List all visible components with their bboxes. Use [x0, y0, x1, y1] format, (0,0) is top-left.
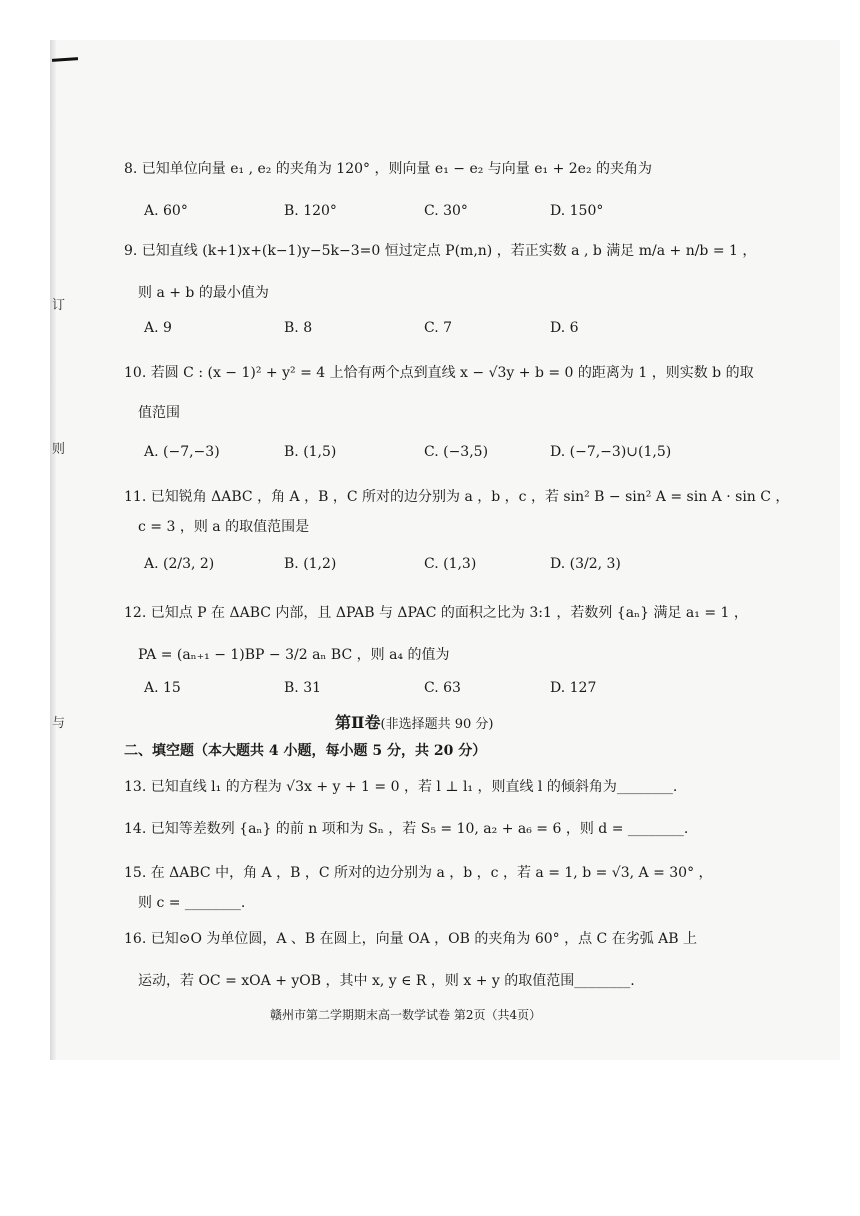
- question-11-text-cont: c = 3 ，则 a 的取值范围是: [138, 519, 310, 535]
- binding-margin-char: 则: [52, 442, 66, 457]
- question-13-text: 13. 已知直线 l₁ 的方程为 √3x + y + 1 = 0 ，若 l ⊥ l₁ ，则直线 l 的倾斜角为________.: [124, 779, 678, 795]
- question-16-text: 16. 已知⊙O 为单位圆，A 、B 在圆上，向量 OA ，OB 的夹角为 60° ，点 C 在劣弧 AB 上: [124, 931, 698, 947]
- section-ii-label: 第Ⅱ卷: [335, 713, 381, 732]
- q10-option-c: C. (−3,5): [424, 444, 489, 460]
- binding-margin-char: 订: [52, 298, 66, 313]
- q8-option-b: B. 120°: [284, 203, 337, 219]
- fill-in-heading: 二、填空题（本大题共 4 小题，每小题 5 分，共 20 分）: [124, 743, 487, 759]
- question-15-text: 15. 在 ΔABC 中，角 A ，B ，C 所对的边分别为 a ，b ，c ，若 a = 1, b = √3, A = 30° ，: [124, 865, 713, 881]
- question-9-text-cont: 则 a + b 的最小值为: [138, 285, 269, 301]
- section-ii-title: [335, 710, 493, 733]
- binding-margin-char: 与: [52, 716, 66, 731]
- q8-option-c: C. 30°: [424, 203, 468, 219]
- question-10-text-cont: 值范围: [138, 405, 180, 421]
- q10-option-b: B. (1,5): [284, 444, 337, 460]
- question-16-text-cont: 运动，若 OC = xOA + yOB ，其中 x, y ∈ R ，则 x + y 的取值范围________.: [138, 973, 635, 989]
- q9-option-b: B. 8: [284, 320, 313, 336]
- q9-option-d: D. 6: [550, 320, 579, 336]
- question-8-text: 8. 已知单位向量 e₁ , e₂ 的夹角为 120° ，则向量 e₁ − e₂ 与向量 e₁ + 2e₂ 的夹角为: [124, 161, 653, 177]
- question-12-text-cont: PA = (aₙ₊₁ − 1)BP − 3/2 aₙ BC ，则 a₄ 的值为: [138, 647, 450, 663]
- question-10-text: 10. 若圆 C : (x − 1)² + y² = 4 上恰有两个点到直线 x − √3y + b = 0 的距离为 1 ，则实数 b 的取: [124, 365, 754, 381]
- q12-option-a: A. 15: [144, 680, 181, 696]
- scan-shadow-edge: [50, 40, 56, 1060]
- q11-option-c: C. (1,3): [424, 556, 477, 572]
- question-15-text-cont: 则 c = ________.: [138, 895, 246, 911]
- q8-option-a: A. 60°: [144, 203, 188, 219]
- q11-option-a: A. (2/3, 2): [144, 556, 215, 572]
- q12-option-d: D. 127: [550, 680, 597, 696]
- q9-option-c: C. 7: [424, 320, 453, 336]
- q11-option-d: D. (3/2, 3): [550, 556, 621, 572]
- section-ii-note: (非选择题共 90 分): [380, 717, 494, 732]
- q9-option-a: A. 9: [144, 320, 172, 336]
- question-11-text: 11. 已知锐角 ΔABC ，角 A ，B ，C 所对的边分别为 a ，b ，c ，若 sin² B − sin² A = sin A · sin C ，: [124, 489, 790, 505]
- question-14-text: 14. 已知等差数列 {aₙ} 的前 n 项和为 Sₙ ，若 S₅ = 10, a₂ + a₆ = 6 ，则 d = ________.: [124, 821, 689, 837]
- question-9-text: 9. 已知直线 (k+1)x+(k−1)y−5k−3=0 恒过定点 P(m,n) ，若正实数 a , b 满足 m/a + n/b = 1 ，: [124, 243, 757, 259]
- q10-option-a: A. (−7,−3): [144, 444, 220, 460]
- question-12-text: 12. 已知点 P 在 ΔABC 内部，且 ΔPAB 与 ΔPAC 的面积之比为 3:1 ，若数列 {aₙ} 满足 a₁ = 1 ，: [124, 605, 748, 621]
- page-footer: 赣州市第二学期期末高一数学试卷 第2页（共4页）: [270, 1008, 542, 1022]
- q10-option-d: D. (−7,−3)∪(1,5): [550, 444, 672, 460]
- q12-option-b: B. 31: [284, 680, 322, 696]
- q12-option-c: C. 63: [424, 680, 461, 696]
- q8-option-d: D. 150°: [550, 203, 604, 219]
- q11-option-b: B. (1,2): [284, 556, 337, 572]
